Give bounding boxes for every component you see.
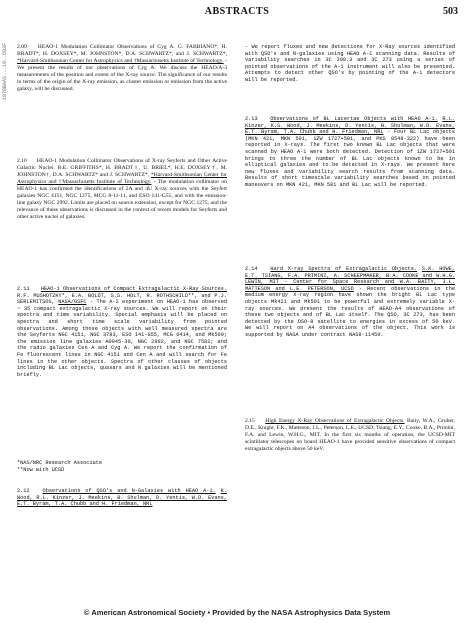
abstract-title: HEAO-1 Modulation Collimator Observations of X-ray Seyferts and Other Active Galactic Nuclei. [17, 158, 227, 171]
abstract-affiliation: *Harvard-Smithsonian Center for Astrophysics and †Massachusetts Institute of Technology. [17, 58, 224, 64]
ads-footer: © American Astronomical Society • Provided by the NASA Astrophysics Data System [83, 608, 391, 617]
abstract-authors: R.L. Kinzer, K.S. Wood, J. Meekins, D. Yentis, B. Shulman, W.D. Evans, E.T. Byram, T.A. Chubb and H. Friedman, NRL [245, 116, 455, 136]
abstract-body: - Recent observations in the medium energy X-ray region have shown the bright BL Lac type objects Mk421 and Mk501 to be powerful and extremely variable X-ray sources. We present the results of HEAO-A4 observations of these two objects and of BL Lac itself. The QSO, 3C 273, has been detected by the OSO-8 satellite to energies in excess of 50 keV. We will report on A4 observations of the object. This work is supported by NASA under contract NAS8-11450. [245, 285, 455, 338]
abstract-number: 2.14 [245, 266, 258, 272]
abstract-body: - We present the results of our observations of Cyg A. We discuss the HEAO/A-3 measurements of the position and extent of the X-ray source. The significance of our results in terms of the origin of the X-ray emission, as cluster emission or emission from the active galaxy, will be discussed. [17, 58, 227, 92]
abstract-body: In the first six months of operation, the UCSD-MIT scintillator telescopes on board HEAO-1 have provided sensitive observations of compact extragalactic objects above 50 keV. [245, 432, 455, 452]
header-title: ABSTRACTS [204, 6, 270, 17]
abstract-authors: Baity, W.A., Gruber, D.E., Knight, F.K., Matteson, J.L., Peterson, L.E., UCSD; Tsiang, E.Y., Cooke, B.A., Primini, F.A. and Lewin, W.H.G., MIT. [245, 418, 455, 438]
abstract-body: - We report fluxes and new detections for X-Ray sources identified with QSO's and N-galaxies using HEAO A-1 scanning data. Results of variability searches in 3C 390.3 and 3C 273 using a series of pointed observations of the A-1 instrument will also be presented. Attempts to detect other QSO's by pointing of the A-1 detectors will be reported. [245, 44, 455, 83]
abstract-number: 2.15 [245, 418, 255, 424]
abstract-number: 2.11 [17, 286, 30, 292]
abstract-2-11 [17, 286, 227, 378]
page-number: 503 [443, 6, 458, 17]
abstract-authors: K. Wood, R.L. Kinzer, J. Meekins, B. Shulman, D. Yentis, W.D. Evans, E.T. Byram, T.A. Chubb and H. Friedman, NRL [17, 488, 227, 508]
abstract-affiliation: NASA/GSFC [58, 299, 87, 306]
abstract-authors: G. FABBIANO*, H. BRADT*, H. DOXSEY*, M. JOHNSTON*, D.A. SCHWARTZ*, and J. SCHWARTZ*, [17, 44, 227, 57]
abstract-number: 2.13 [245, 116, 258, 122]
abstract-title: Observations of QSO's and N-Galaxies with HEAO A-1. [42, 488, 216, 494]
abstract-authors: S.K. HOWE, E.T. TSIANG, F.A. PRIMINI, A. SCHEEPMAKER, B.A. COOKE and W.H.G. LEWIN, MIT - Center for Space Research and W.A. BAITY, J.L. MATTESON and L.E. PETERSON, UCSD [245, 266, 456, 292]
abstract-number: 2.12 [17, 488, 30, 494]
abstract-body: - The modulation collimator on HEAO-1 has confirmed the identifications of 2A and 4U X-ray sources with the Seyfert galaxies NGC 4151, NGC 1275, MCG 8-11-11, and ESO 141-G55, and with the emission-line galaxy NGC 2992. Limits are placed on source extension, except for NGC 1275, and the relevance of these observations is discussed in the context of recent models for Seyferts and other active nuclei of galaxies. [17, 179, 227, 220]
abstract-2-10 [17, 158, 227, 221]
abstract-title: Hard X-ray Spectra of Extragalactic Objects. [270, 266, 418, 272]
abstract-number: 2.09 [17, 44, 27, 50]
abstract-authors: R.E. GRIFFITHS*, H. BRADT†, U. BRIEL*, H.E. DOXSEY†, M. JOHNSTON†, D.A. SCHWARTZ* and J. SCHWARTZ*, [17, 165, 227, 178]
abstract-2-14 [245, 266, 455, 339]
abstract-title: High Energy X-Ray Observations of Extragalactic Objects. [265, 418, 405, 424]
bibcode-margin: 1978BAAS...10..503F [2, 42, 8, 100]
abstract-title: HEAO-1 Observations of Compact Extragalactic X-Ray Sources. [40, 286, 227, 292]
abstract-title: Observations of BL Lacertae Objects with HEAO A-1. [270, 116, 438, 122]
abstract-2-15 [245, 418, 455, 453]
abstract-2-09 [17, 44, 227, 93]
abstract-2-11-notes [17, 460, 227, 473]
abstract-affiliation: *Harvard-Smithsonian Center for Astrophysics and †Massachusetts Institute of Technology. [17, 172, 227, 185]
abstract-title: HEAO-1 Modulation Collimator Observations of Cyg A. [37, 44, 175, 50]
abstract-number: 2.10 [17, 158, 27, 164]
abstract-2-12-continued [245, 44, 455, 84]
abstract-body: - The A-2 experiment on HEAO-1 has observed ~ 35 compact extragalactic X-ray sources. We will report on their spectra and time variability. Special emphasis will be placed on spectra and short time scale variability from pointed observations. Among those objects with well measured spectra are the Seyferts NGC 4151, NGC 3783, ESO 141-G55, MCG 6414, and Mk509; the emission line galaxies A0945-30, NGC 2992, and NGC 7582; and the radio galaxies Cen A and Cyg A. We report the confirmation of Fe fluorescent lines in NGC 4151 and Cen A and will search for Fe lines in the other objects. Spectra of other classes of objects including BL Lac objects, quasars and N galaxies will be mentioned briefly. [17, 299, 228, 378]
footnote: **Now with UCSD [17, 466, 65, 473]
abstract-authors: R.F. MUSHOTZKY*, E.A. BOLDT, S.S. HOLT, R. ROTHSCHILD**, and P.J. SERLEMITSOS, [17, 292, 227, 306]
abstract-2-12 [17, 488, 227, 508]
abstract-body: - Four BL Lac objects (MKN 421, MKN 501, 1ZW 1727+501, and PKS 0548-322) have been reported in X-rays. The first two known BL Lac objects that were scanned by HEAO A-1 were both detected. Detection of 1ZW 1727+501 brings to three the number of BL Lac objects known to be in elliptical galaxies and to be detected in X-rays. We present here new fluxes and variability search results from scanning data. Results of short timescale variability searches based on pointed maneuvers on MKN 421, MKN 501 and BL Lac will be reported. [245, 129, 455, 188]
abstract-2-13 [245, 116, 455, 189]
footnote: *NAS/NRC Research Associate [17, 460, 103, 466]
